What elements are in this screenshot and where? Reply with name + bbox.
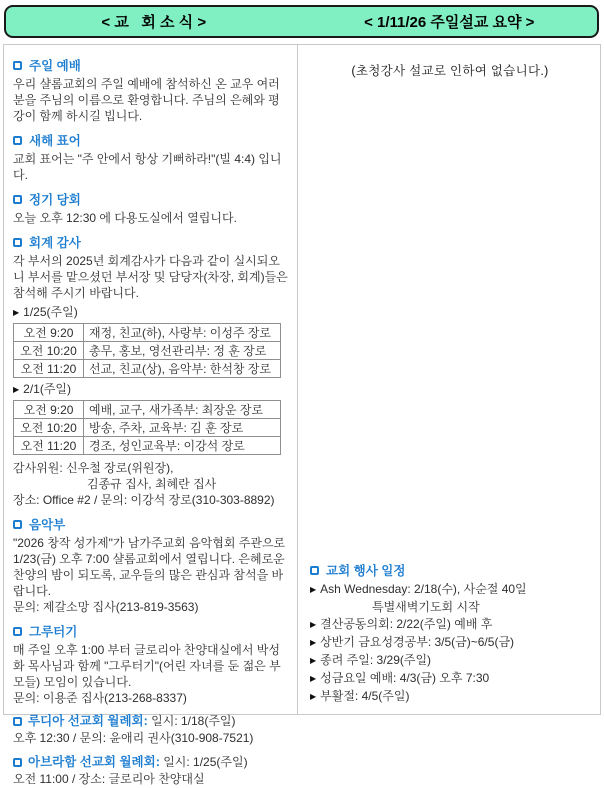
music-contact: 문의: 제갈소망 집사(213-819-3563) [13,600,199,614]
audit-dept-cell: 총무, 홍보, 영선관리부: 정 훈 장로 [84,342,281,360]
event-item [310,652,590,670]
event-text: 결산공동의회: 2/22(주일) 예배 후 [320,617,493,631]
square-bullet-icon [13,238,22,247]
event-text: 부활절: 4/5(주일) [320,689,410,703]
committee-line-2: 김종규 집사, 최혜란 집사 [87,477,217,491]
lydia-line-2: 오후 12:30 / 문의: 윤애리 권사(310-908-7521) [13,731,254,745]
audit-location-line: 장소: Office #2 / 문의: 이강석 장로(310-303-8892) [13,493,275,507]
motto-body: 교회 표어는 "주 안에서 항상 기뻐하라!"(빌 4:4) 입니다. [13,152,282,182]
square-bullet-icon [13,758,22,767]
banner-church-news-title: < 교 회 소 식 > [101,14,207,31]
audit-committee [13,460,289,508]
audit-date-2-text: 2/1(주일) [23,382,72,396]
table-row [14,342,281,360]
lydia-rest: 일시: 1/18(주일) [147,714,236,728]
abraham-label: 아브라함 선교회 월례회: [28,755,160,769]
section-title-text: 새해 표어 [29,134,81,148]
audit-time-cell: 오전 11:20 [14,437,84,455]
triangle-bullet-icon: ▶ [310,692,317,701]
lydia-label: 루디아 선교회 월례회: [28,714,148,728]
no-sermon-note: (초청강사 설교로 인하여 없습니다.) [351,64,549,78]
triangle-bullet-icon: ▶ [310,674,317,683]
square-bullet-icon [13,136,22,145]
church-events-section [310,554,590,706]
section-title-text: 그루터기 [29,625,78,639]
stump-body: 매 주일 오후 1:00 부터 글로리아 찬양대실에서 박성화 목사님과 함께 "그루터기"(어린 자녀를 둔 젊은 부모들) 모임이 있습니다. [13,643,281,689]
section-title-text: 주일 예배 [29,59,81,73]
section-title-worship [13,56,289,74]
audit-dept-cell: 경조, 성인교육부: 이강석 장로 [84,437,281,455]
section-title-session [13,190,289,208]
event-item-continuation: 특별새벽기도회 시작 [372,600,480,614]
audit-date-2 [13,381,289,398]
triangle-bullet-icon: ▶ [13,385,20,394]
table-row [14,401,281,419]
church-news-column [4,45,298,786]
audit-dept-cell: 방송, 주차, 교육부: 김 훈 장로 [84,419,281,437]
table-row [14,419,281,437]
banner-sermon-summary-title: < 1/11/26 주일설교 요약 > [364,14,535,31]
event-text: 종려 주일: 3/29(주일) [320,653,432,667]
section-title-motto [13,131,289,149]
square-bullet-icon [13,195,22,204]
section-title-stump [13,622,289,640]
event-text: 상반기 금요성경공부: 3/5(금)~6/5(금) [320,635,515,649]
abraham-line-2: 오전 11:00 / 장소: 글로리아 찬양대실 [13,772,205,786]
lydia-meeting [13,713,289,747]
square-bullet-icon [13,627,22,636]
section-title-text: 음악부 [29,518,66,532]
section-title-audit [13,233,289,251]
bulletin-body [3,44,601,786]
triangle-bullet-icon: ▶ [310,656,317,665]
table-row [14,360,281,378]
audit-table-1 [13,323,281,378]
triangle-bullet-icon: ▶ [13,308,20,317]
audit-dept-cell: 선교, 친교(상), 음악부: 한석창 장로 [84,360,281,378]
event-item [310,581,590,599]
music-body: "2026 창작 성가제"가 남가주교회 음악협회 주관으로 1/23(금) 오후 7:00 샬롬교회에서 열립니다. 은혜로운 찬양의 밤이 되도록, 교우들의 많은 관심과 참석을 바랍니다. [13,536,286,598]
stump-contact: 문의: 이용준 집사(213-268-8337) [13,691,187,705]
audit-dept-cell: 예배, 교구, 새가족부: 최장운 장로 [84,401,281,419]
square-bullet-icon [13,520,22,529]
session-body: 오늘 오후 12:30 에 다용도실에서 열립니다. [13,211,237,225]
section-title-text: 교회 행사 일정 [326,564,406,578]
section-title-events [310,561,590,579]
square-bullet-icon [13,717,22,726]
audit-time-cell: 오전 10:20 [14,342,84,360]
audit-date-1-text: 1/25(주일) [23,305,78,319]
section-title-text: 회계 감사 [29,236,81,250]
worship-body: 우리 샬롬교회의 주일 예배에 참석하신 온 교우 여러분을 주님의 이름으로 환영합니다. 주님의 은혜와 평강이 함께 하시길 빕니다. [13,77,280,123]
committee-line-1: 감사위원: 신우철 장로(위원장), [13,461,174,475]
triangle-bullet-icon: ▶ [310,620,317,629]
table-row [14,324,281,342]
triangle-bullet-icon: ▶ [310,585,317,594]
event-text: 성금요일 예배: 4/3(금) 오후 7:30 [320,671,490,685]
table-row [14,437,281,455]
audit-time-cell: 오전 9:20 [14,324,84,342]
audit-table-2 [13,400,281,455]
event-item [310,688,590,706]
square-bullet-icon [13,61,22,70]
section-title-music [13,515,289,533]
audit-time-cell: 오전 10:20 [14,419,84,437]
audit-time-cell: 오전 11:20 [14,360,84,378]
event-item [310,634,590,652]
event-text: Ash Wednesday: 2/18(수), 사순절 40일 [320,582,527,596]
abraham-rest: 일시: 1/25(주일) [159,755,248,769]
section-title-text: 정기 당회 [29,193,81,207]
audit-date-1 [13,304,289,321]
triangle-bullet-icon: ▶ [310,638,317,647]
title-banner [4,5,599,38]
abraham-meeting [13,754,289,788]
audit-dept-cell: 재정, 친교(하), 사랑부: 이성주 장로 [84,324,281,342]
sermon-summary-column [298,45,600,714]
event-item [310,670,590,688]
audit-time-cell: 오전 9:20 [14,401,84,419]
square-bullet-icon [310,566,319,575]
event-item [310,616,590,634]
audit-body: 각 부서의 2025년 회계감사가 다음과 같이 실시되오니 부서를 맡으셨던 부서장 및 담당자(차장, 회계)들은 참석해 주시기 바랍니다. [13,254,288,300]
